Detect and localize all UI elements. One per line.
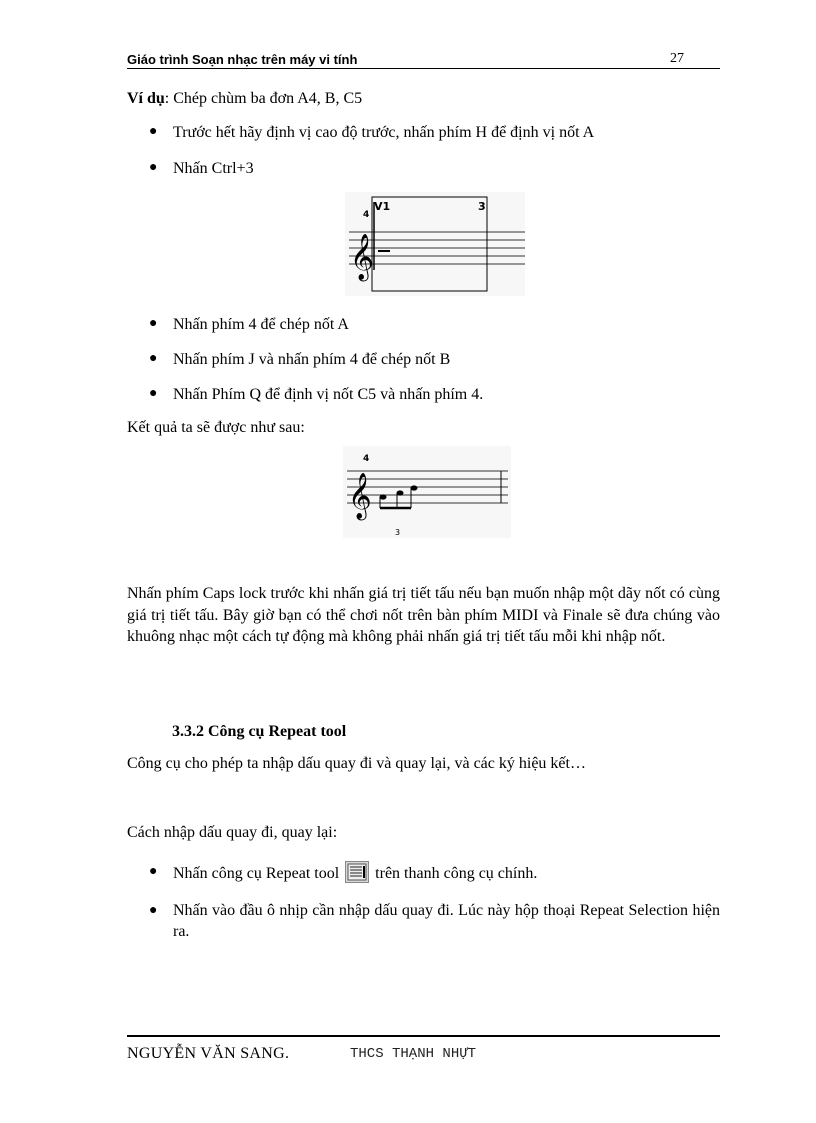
bullet-item: Trước hết hãy định vị cao độ trước, nhấn phím H để định vị nốt A xyxy=(173,124,595,141)
bullet-item: Nhấn Ctrl+3 xyxy=(173,160,254,177)
example-line xyxy=(127,88,362,109)
section-heading: 3.3.2 Công cụ Repeat tool xyxy=(172,723,347,740)
step-1 xyxy=(173,861,537,884)
bullet-dot: ● xyxy=(149,351,158,366)
treble-clef-icon: 𝄞 xyxy=(350,234,374,280)
caps-lock-paragraph: Nhấn phím Caps lock trước khi nhấn giá trị tiết tấu nếu bạn muốn nhập một dãy nốt có cùng giá trị tiết tấu. Bây giờ bạn có thể chơi nốt trên bàn phím MIDI và Finale sẽ đưa chúng vào khuông nhạc một cách tự động mà không phải nhấn giá trị tiết tấu mỗi khi nhập nốt. xyxy=(127,585,720,645)
note-a4 xyxy=(380,494,387,499)
bullet-item: Nhấn phím J và nhấn phím 4 để chép nốt B xyxy=(173,351,451,368)
step-2: Nhấn vào đầu ô nhịp cần nhập dấu quay đi. Lúc này hộp thoại Repeat Selection hiện ra. xyxy=(173,902,720,940)
bullet-dot: ● xyxy=(149,124,158,139)
note-b4 xyxy=(397,490,404,495)
page-number: 27 xyxy=(670,51,684,66)
figure-staff-voice1 xyxy=(345,192,525,296)
how-to-text: Cách nhập dấu quay đi, quay lại: xyxy=(127,824,338,841)
bullet-item: Nhấn phím 4 để chép nốt A xyxy=(173,316,349,333)
header-title: Giáo trình Soạn nhạc trên máy vi tính xyxy=(127,52,358,67)
bullet-dot: ● xyxy=(149,903,158,918)
footer-rule xyxy=(127,1035,720,1037)
tuplet-indicator: 3 xyxy=(478,200,486,213)
example-text: : Chép chùm ba đơn A4, B, C5 xyxy=(164,90,363,107)
footer-school: THCS THẠNH NHỰT xyxy=(350,1046,477,1062)
repeat-tool-icon[interactable] xyxy=(345,861,369,883)
bullet-dot: ● xyxy=(149,386,158,401)
time-signature: 4 xyxy=(363,454,370,464)
result-text: Kết quả ta sẽ được như sau: xyxy=(127,419,305,436)
voice-label: V1 xyxy=(374,200,391,213)
bullet-dot: ● xyxy=(149,864,158,879)
section-intro: Công cụ cho phép ta nhập dấu quay đi và quay lại, và các ký hiệu kết… xyxy=(127,755,586,772)
time-signature: 4 xyxy=(363,210,370,220)
bullet-dot: ● xyxy=(149,160,158,175)
bullet-item: Nhấn Phím Q để định vị nốt C5 và nhấn phím 4. xyxy=(173,386,484,403)
step-1-text-after: trên thanh công cụ chính. xyxy=(375,865,538,882)
note-c5 xyxy=(411,485,418,490)
tuplet-number: 3 xyxy=(395,528,401,537)
treble-clef-icon: 𝄞 xyxy=(348,473,372,519)
footer-author: NGUYỄN VĂN SANG. xyxy=(127,1045,290,1062)
header-rule xyxy=(127,68,720,69)
step-1-text: Nhấn công cụ Repeat tool xyxy=(173,865,340,882)
bullet-dot: ● xyxy=(149,316,158,331)
figure-triplet-result xyxy=(343,446,511,538)
example-label: Ví dụ xyxy=(127,90,165,107)
